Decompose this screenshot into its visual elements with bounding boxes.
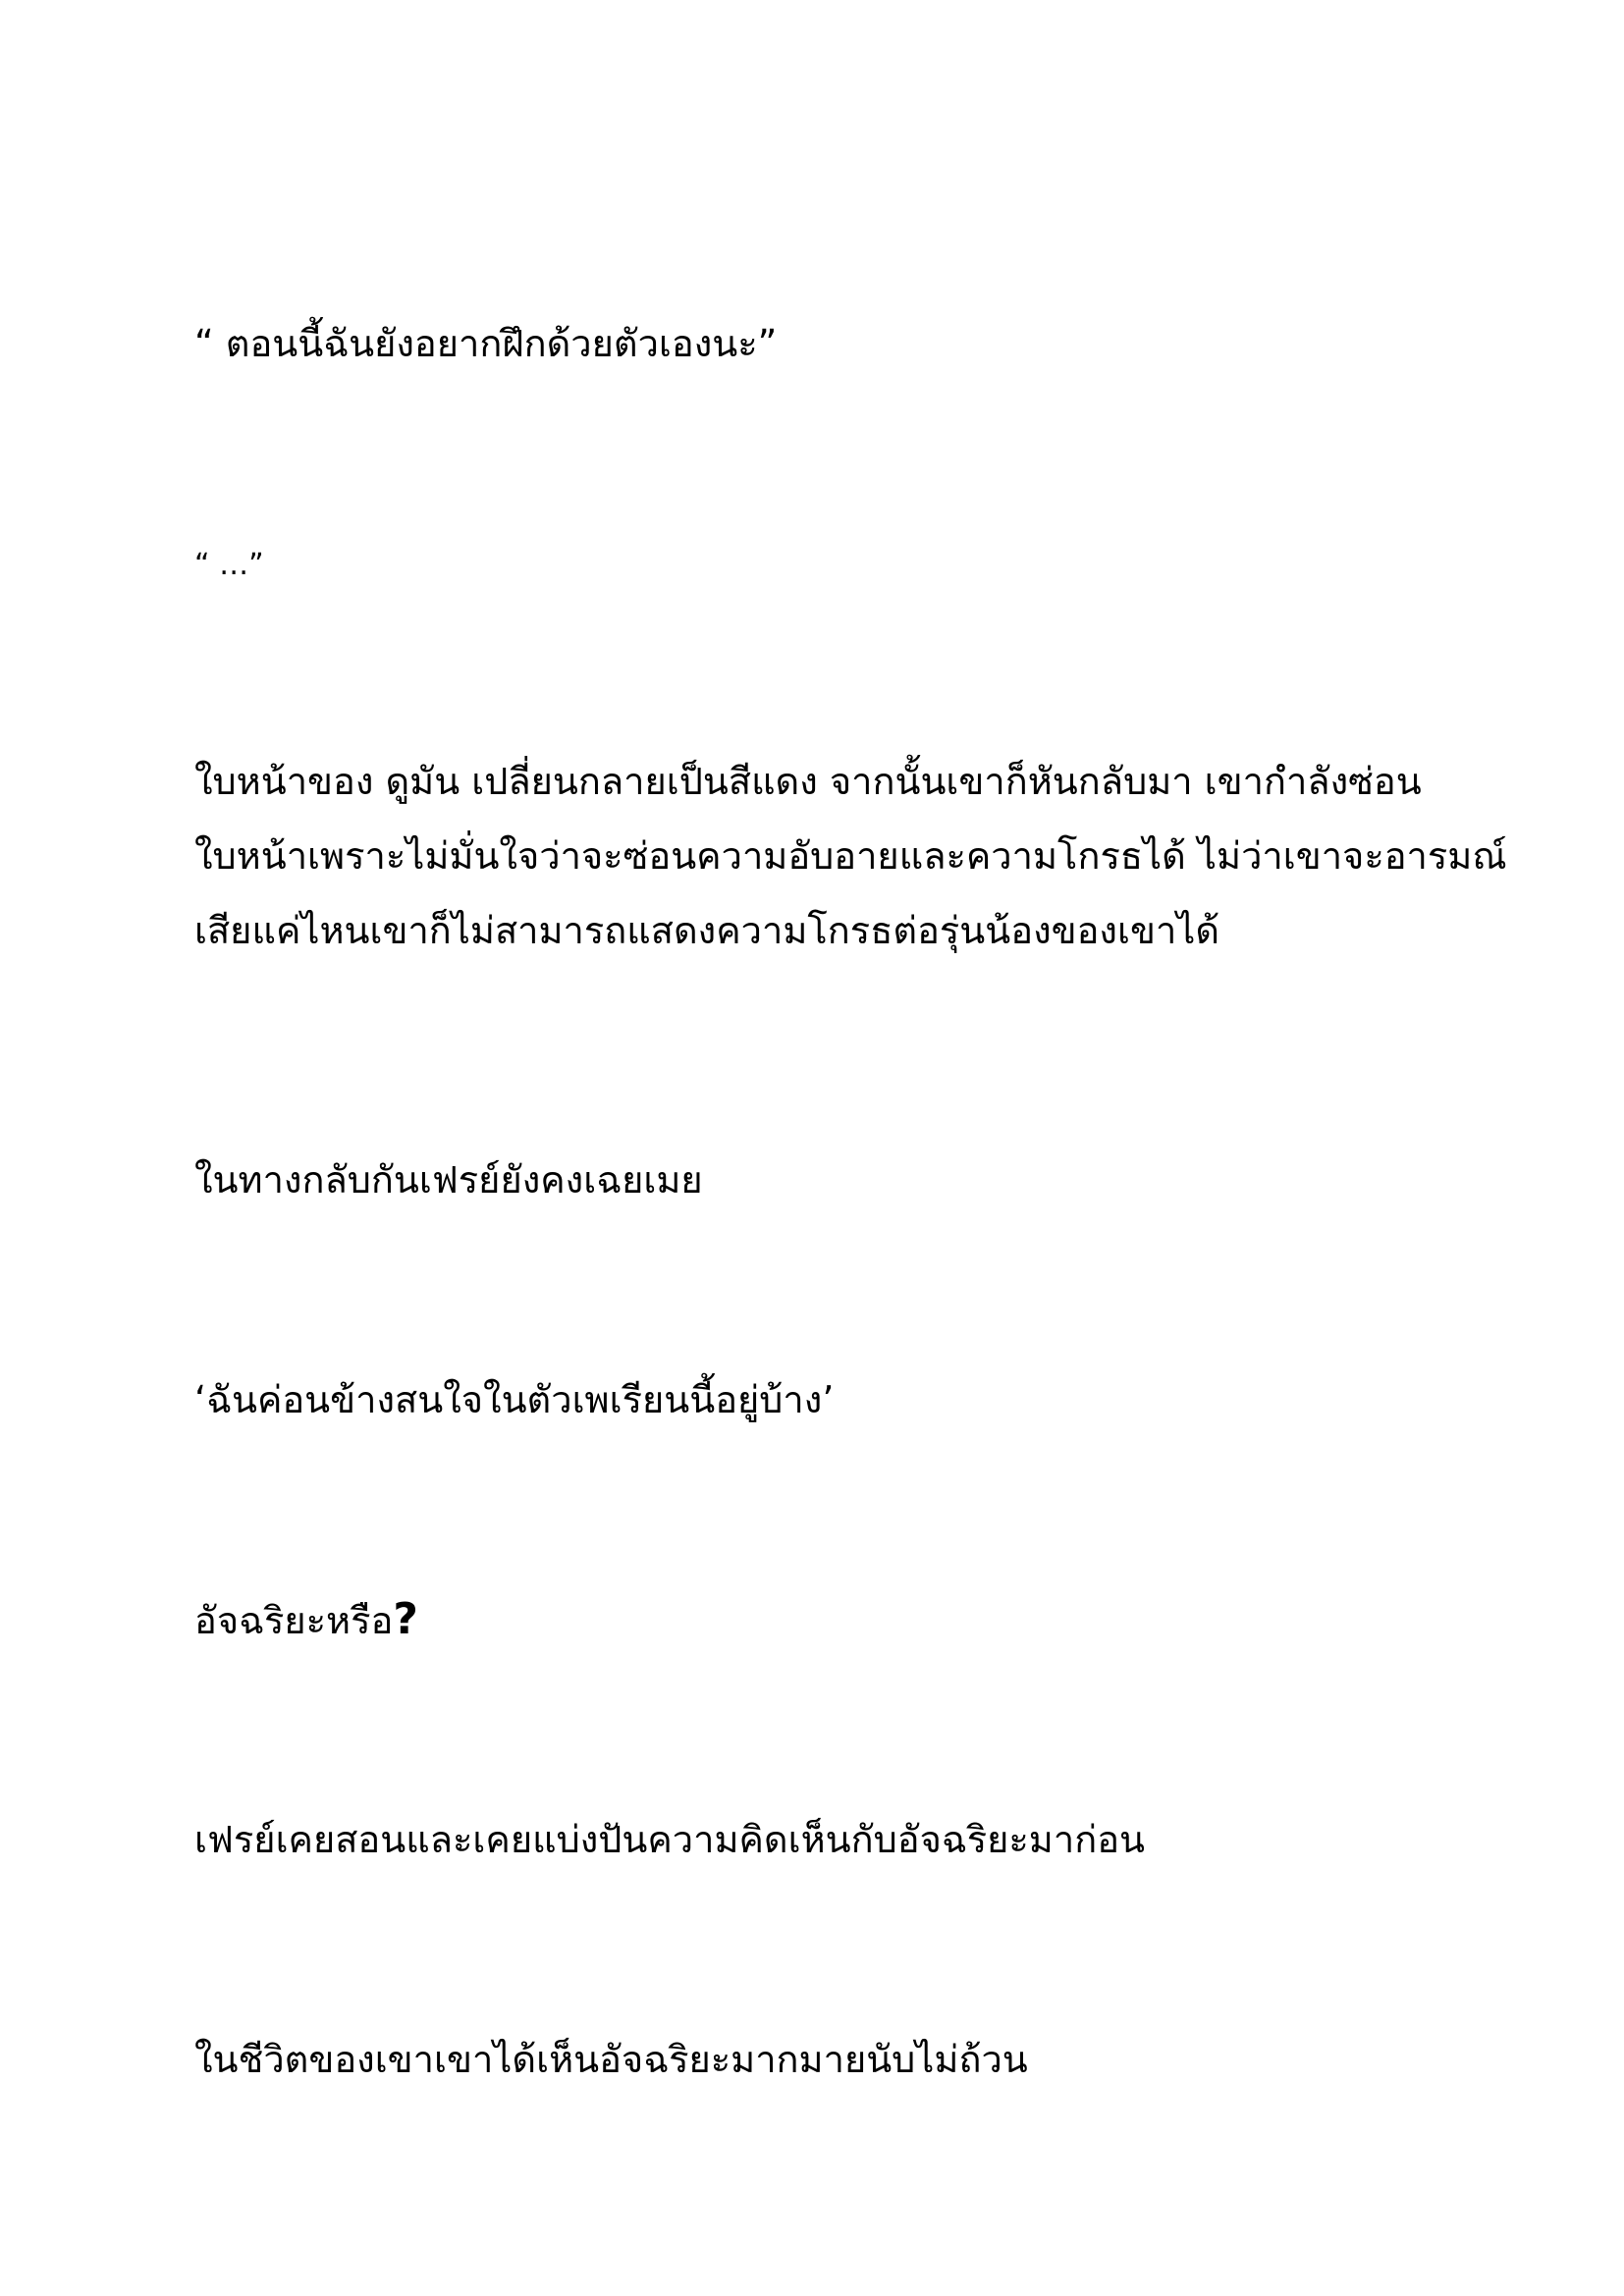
narration-paragraph-4: ในชีวิตของเขาเขาได้เห็นอัจฉริยะมากมายนับไม่ถ้วน	[194, 2038, 1028, 2081]
narration-paragraph-2: ในทางกลับกันเฟรย์ยังคงเฉยเมย	[194, 1158, 703, 1201]
narration-question	[194, 1592, 418, 1648]
narration-line: เสียแค่ไหนเขาก็ไม่สามารถแสดงความโกรธต่อรุ่นน้องของเขาได้	[194, 909, 1220, 952]
narration-paragraph-1	[194, 744, 1507, 968]
narration-line: ใบหน้าของ ดูมัน เปลี่ยนกลายเป็นสีแดง จากนั้นเขาก็หันกลับมา เขากำลังซ่อน	[194, 760, 1422, 803]
question-text: อัจฉริยะหรือ	[194, 1599, 394, 1642]
dialogue-line-1: “ ตอนนี้ฉันยังอยากฝึกด้วยตัวเองนะ”	[194, 322, 778, 365]
narration-paragraph-3: เฟรย์เคยสอนและเคยแบ่งปันความคิดเห็นกับอัจฉริยะมาก่อน	[194, 1818, 1145, 1861]
question-mark: ?	[393, 1594, 418, 1644]
narration-line: ใบหน้าเพราะไม่มั่นใจว่าจะซ่อนความอับอายและความโกรธได้ ไม่ว่าเขาจะอารมณ์	[194, 834, 1507, 878]
inner-thought-line: ‘ฉันค่อนข้างสนใจในตัวเพเรียนนี้อยู่บ้าง’	[194, 1378, 835, 1421]
dialogue-line-ellipsis: “ …”	[194, 548, 264, 582]
